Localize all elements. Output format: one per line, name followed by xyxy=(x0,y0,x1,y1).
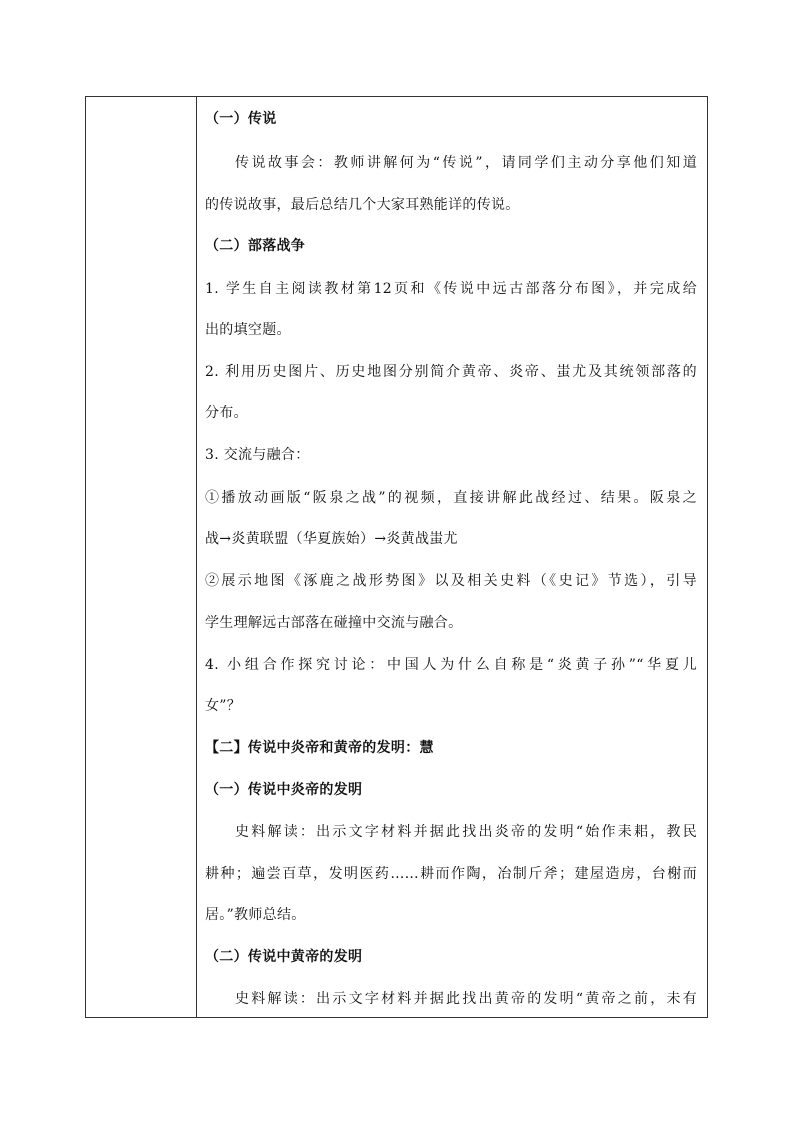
paragraph-line: 1. 学生自主阅读教材第12页和《传说中远古部落分布图》，并完成给 xyxy=(205,281,697,297)
heading-legend: （一）传说 xyxy=(205,111,277,127)
paragraph-line: ②展示地图《涿鹿之战形势图》以及相关史料（《史记》节选），引导 xyxy=(205,573,697,589)
paragraph-line: 史料解读：出示文字材料并据此找出炎帝的发明“始作耒耜，教民 xyxy=(235,824,697,840)
paragraph-line: 女”？ xyxy=(205,698,242,714)
paragraph-line: 耕种；遍尝百草，发明医药……耕而作陶，冶制斤斧；建屋造房，台榭而 xyxy=(205,866,697,882)
paragraph-line: 的传说故事，最后总结几个大家耳熟能详的传说。 xyxy=(205,197,520,213)
paragraph-line: 出的填空题。 xyxy=(205,322,291,338)
paragraph-line: 史料解读：出示文字材料并据此找出黄帝的发明“黄帝之前，未有 xyxy=(235,991,697,1007)
paragraph-line: 分布。 xyxy=(205,405,248,421)
paragraph-line: 4. 小组合作探究讨论：中国人为什么自称是“炎黄子孙”“华夏儿 xyxy=(205,657,697,673)
paragraph-line: 居。”教师总结。 xyxy=(205,907,306,923)
heading-yandi-inventions: （一）传说中炎帝的发明 xyxy=(205,782,363,798)
paragraph-line: 传说故事会：教师讲解何为“传说”，请同学们主动分享他们知道 xyxy=(235,155,697,171)
paragraph-line: 战→炎黄联盟（华夏族始）→炎黄战蚩尤 xyxy=(205,531,458,547)
paragraph-line: 2. 利用历史图片、历史地图分别简介黄帝、炎帝、蚩尤及其统领部落的 xyxy=(205,364,697,380)
paragraph-line: 3. 交流与融合： xyxy=(205,447,310,463)
paragraph-line: 学生理解远古部落在碰撞中交流与融合。 xyxy=(205,615,463,631)
lesson-table xyxy=(85,96,708,1018)
heading-tribal-war: （二）部落战争 xyxy=(205,238,306,254)
heading-huangdi-inventions: （二）传说中黄帝的发明 xyxy=(205,949,363,965)
paragraph-line: ①播放动画版“阪泉之战”的视频，直接讲解此战经过、结果。阪泉之 xyxy=(205,490,697,506)
heading-inventions: 【二】传说中炎帝和黄帝的发明：慧 xyxy=(205,740,434,756)
content-cell xyxy=(197,97,707,1017)
